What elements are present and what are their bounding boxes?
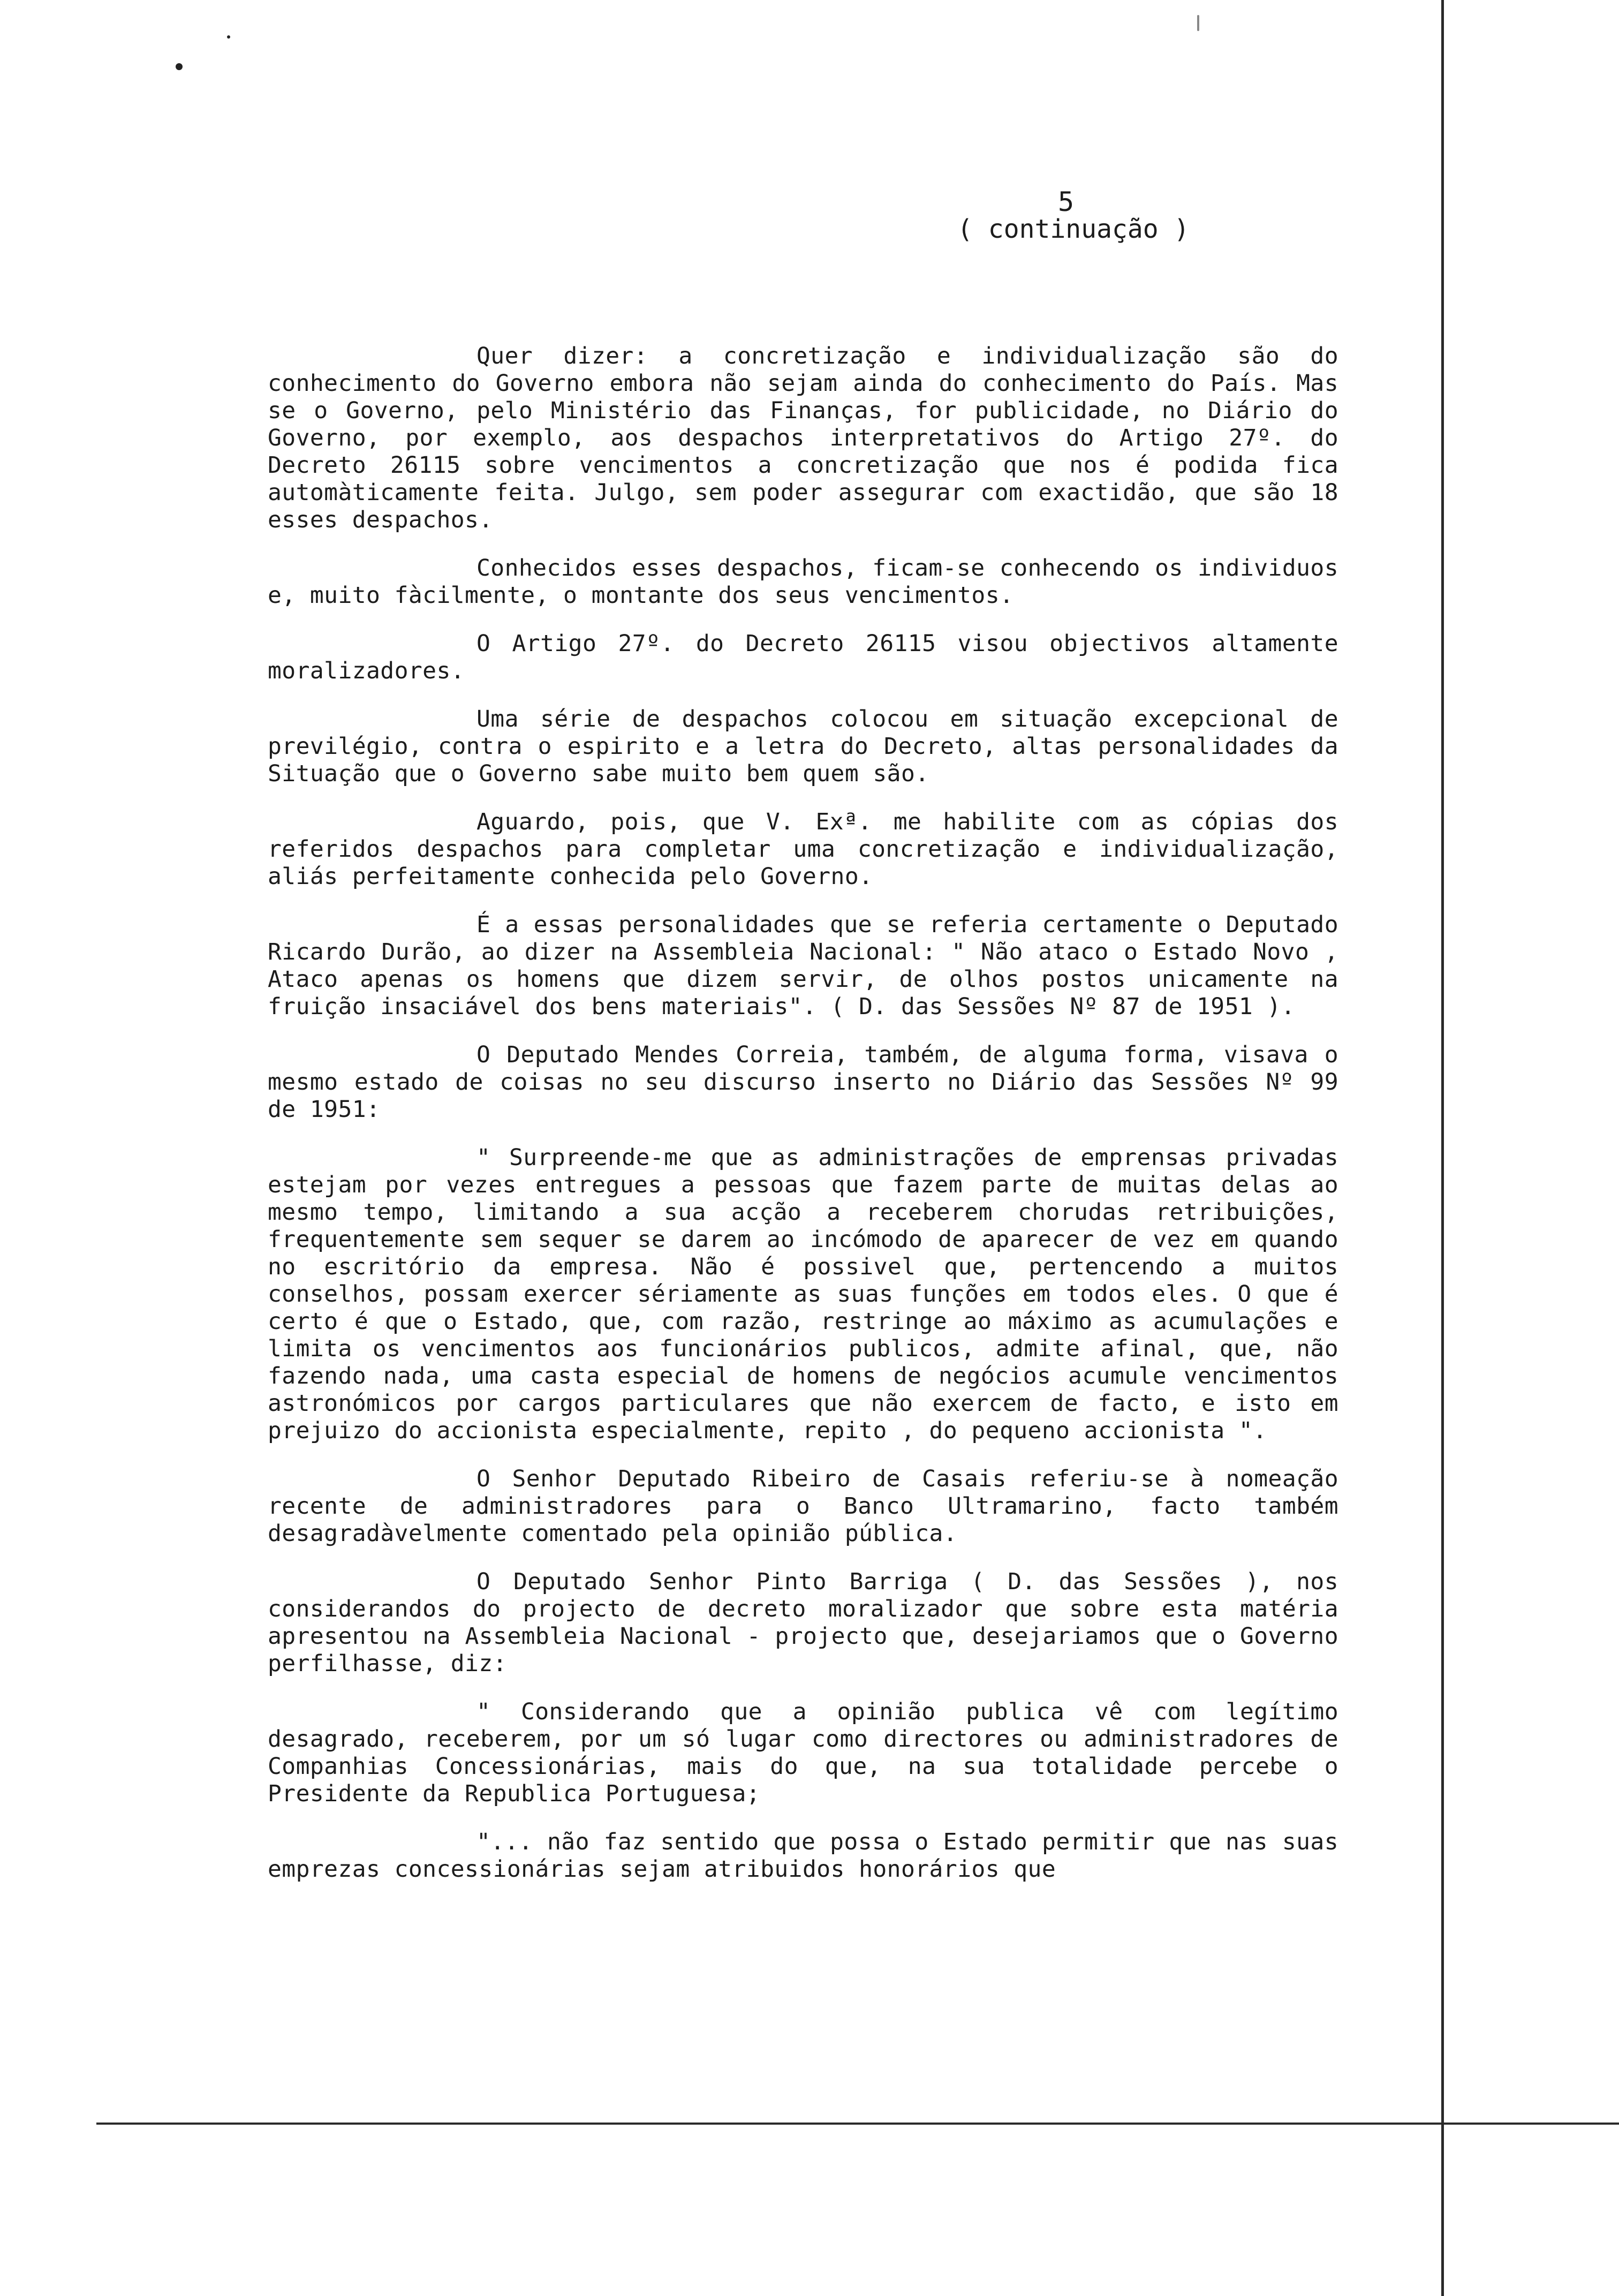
paragraph: O Deputado Mendes Correia, também, de alguma forma, visava o mesmo estado de coisas no seu discurso inserto no Diário das Sessões Nº 99 de 1951:: [268, 1041, 1338, 1123]
paragraph: O Deputado Senhor Pinto Barriga ( D. das Sessões ), nos considerandos do projecto de decreto moralizador que sobre esta matéria apresentou na Assembleia Nacional - projecto que, desejariamos que o Governo perfilhasse, diz:: [268, 1568, 1338, 1677]
paragraph: O Senhor Deputado Ribeiro de Casais referiu-se à nomeação recente de administradores para o Banco Ultramarino, facto também desagradàvelmente comentado pela opinião pública.: [268, 1466, 1338, 1547]
paragraph: Quer dizer: a concretização e individualização são do conhecimento do Governo embora não sejam ainda do conhecimento do País. Mas se o Governo, pelo Ministério das Finanças, for publicidade, no Diário do Governo, por exemplo, aos despachos interpretativos do Artigo 27º. do Decreto 26115 sobre vencimentos a concretização que nos é podida fica automàticamente feita. Julgo, sem poder assegurar com exactidão, que são 18 esses despachos.: [268, 343, 1338, 533]
bottom-rule: [96, 2123, 1619, 2125]
page-number: 5: [1058, 186, 1075, 217]
ink-speck: [1197, 15, 1199, 31]
document-body: [268, 343, 1338, 1904]
ink-speck: [176, 63, 183, 70]
paragraph: O Artigo 27º. do Decreto 26115 visou objectivos altamente moralizadores.: [268, 630, 1338, 684]
right-margin-rule: [1441, 0, 1444, 2296]
ink-speck: [227, 35, 230, 39]
quote-paragraph: " Surpreende-me que as administrações de emprensas privadas estejam por vezes entregues a pessoas que fazem parte de muitas delas ao mesmo tempo, limitando a sua acção a receberem chorudas retribuições, frequentemente sem sequer se darem ao incómodo de aparecer de vez em quando no escritório da empresa. Não é possivel que, pertencendo a muitos conselhos, possam exercer sériamente as suas funções em todos eles. O que é certo é que o Estado, que, com razão, restringe ao máximo as acumulações e limita os vencimentos aos funcionários publicos, admite afinal, que, não fazendo nada, uma casta especial de homens de negócios acumule vencimentos astronómicos por cargos particulares que não exercem de facto, e isto em prejuizo do accionista especialmente, repito , do pequeno accionista ".: [268, 1144, 1338, 1444]
continuation-label: ( continuação ): [957, 214, 1190, 244]
paragraph: É a essas personalidades que se referia certamente o Deputado Ricardo Durão, ao dizer na Assembleia Nacional: " Não ataco o Estado Novo , Ataco apenas os homens que dizem servir, de olhos postos unicamente na fruição insaciável dos bens materiais". ( D. das Sessões Nº 87 de 1951 ).: [268, 911, 1338, 1020]
quote-paragraph: "... não faz sentido que possa o Estado permitir que nas suas emprezas concessionárias sejam atribuidos honorários que: [268, 1829, 1338, 1883]
quote-paragraph: " Considerando que a opinião publica vê com legítimo desagrado, receberem, por um só lugar como directores ou administradores de Companhias Concessionárias, mais do que, na sua totalidade percebe o Presidente da Republica Portuguesa;: [268, 1698, 1338, 1807]
paragraph: Aguardo, pois, que V. Exª. me habilite com as cópias dos referidos despachos para completar uma concretização e individualização, aliás perfeitamente conhecida pelo Governo.: [268, 809, 1338, 890]
paragraph: Uma série de despachos colocou em situação excepcional de previlégio, contra o espirito e a letra do Decreto, altas personalidades da Situação que o Governo sabe muito bem quem são.: [268, 706, 1338, 787]
paragraph: Conhecidos esses despachos, ficam-se conhecendo os individuos e, muito fàcilmente, o montante dos seus vencimentos.: [268, 555, 1338, 609]
